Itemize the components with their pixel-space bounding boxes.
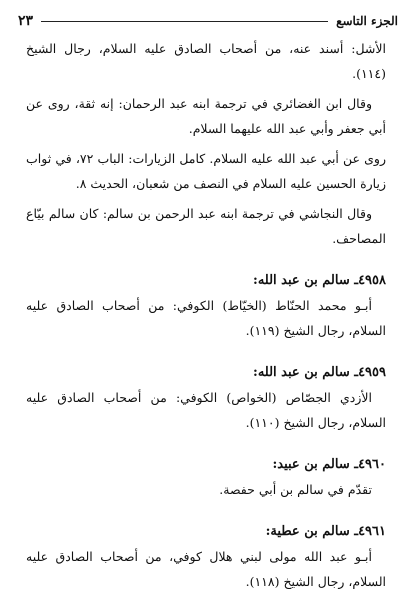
intro-paragraph: الأشل: أسند عنه، من أصحاب الصادق عليه السلام، رجال الشيخ (١١٤).	[26, 41, 386, 81]
page-body	[26, 36, 386, 594]
entry-heading: ٤٩٦١ـ سالم بن عطية:	[265, 524, 386, 539]
header-rule	[41, 21, 328, 22]
volume-title: الجزء التاسع	[336, 14, 398, 28]
entry-text: تقدّم في سالم بن أبي حفصة.	[219, 482, 372, 497]
entry-heading: ٤٩٦٠ـ سالم بن عبيد:	[272, 457, 386, 472]
intro-paragraph: روى عن أبي عبد الله عليه السلام. كامل الزيارات: الباب ٧٢، في ثواب زيارة الحسين عليه السلام في النصف من شعبان، الحديث ٨.	[26, 151, 386, 191]
running-header	[18, 10, 398, 32]
entry-text: الأزدي الجصّاص (الخواص) الكوفي: من أصحاب الصادق عليه السلام، رجال الشيخ (١١٠).	[26, 390, 386, 430]
entry-text: أبـو عبد الله مولى لبني هلال كوفي، من أصحاب الصادق عليه السلام، رجال الشيخ (١١٨).	[26, 549, 386, 589]
entry-heading: ٤٩٥٨ـ سالم بن عبد الله:	[253, 273, 386, 288]
intro-paragraph: وقال النجاشي في ترجمة ابنه عبد الرحمن بن سالم: كان سالم بيّاع المصاحف.	[26, 206, 386, 246]
page-number: ٢٣	[18, 13, 34, 29]
intro-paragraph: وقال ابن الغضائري في ترجمة ابنه عبد الرحمان: إنه ثقة، روى عن أبي جعفر وأبي عبد الله عليهما السلام.	[26, 96, 386, 136]
entry-text: أبـو محمد الحنّاط (الخيّاط) الكوفي: من أصحاب الصادق عليه السلام، رجال الشيخ (١١٩).	[26, 298, 386, 338]
entry-heading: ٤٩٥٩ـ سالم بن عبد الله:	[253, 365, 386, 380]
